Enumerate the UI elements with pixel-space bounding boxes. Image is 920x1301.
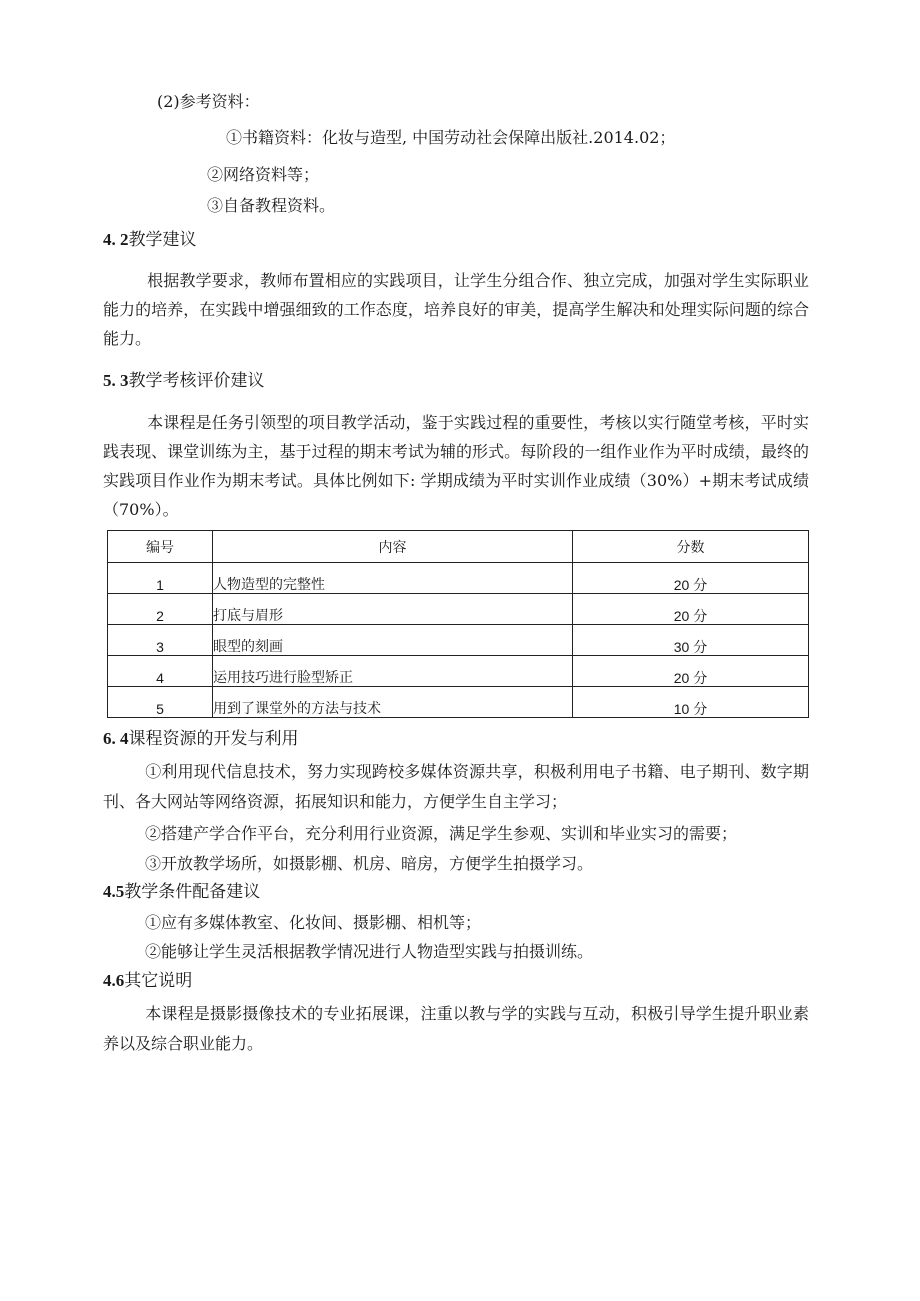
row-score: 10 分: [573, 687, 809, 718]
section-body-4-6: [103, 999, 809, 1059]
condition-item-2: ②能够让学生灵活根据教学情况进行人物造型实践与拍摄训练。: [145, 942, 594, 961]
row-content: 用到了课堂外的方法与技术: [213, 687, 573, 718]
paragraph-text: ①利用现代信息技术，努力实现跨校多媒体资源共享，积极利用电子书籍、电子期刊、数字期刊、各大网站等网络资源，拓展知识和能力，方便学生自主学习；: [103, 762, 809, 811]
row-content: 眼型的刻画: [213, 625, 573, 656]
row-number: 3: [108, 625, 213, 656]
section-number: 4.5: [103, 882, 125, 901]
section-heading-4-5: [103, 882, 260, 902]
ref-item-self: ③自备教程资料。: [207, 196, 336, 215]
ref-item-web: ②网络资料等；: [207, 165, 320, 184]
section-body-4-2: [103, 266, 809, 353]
section-title: 教学建议: [128, 230, 197, 250]
row-score: 20 分: [573, 594, 809, 625]
section-heading-4-2: [103, 230, 197, 250]
section-title: 课程资源的开发与利用: [128, 729, 299, 749]
resource-item-3: ③开放教学场所，如摄影棚、机房、暗房，方便学生拍摄学习。: [145, 854, 594, 873]
row-score: 20 分: [573, 563, 809, 594]
refs-title: (2)参考资料：: [157, 92, 260, 111]
row-score: 20 分: [573, 656, 809, 687]
section-number: 4.6: [103, 971, 125, 990]
section-title: 其它说明: [124, 971, 193, 991]
section-number: 4. 2: [103, 230, 129, 249]
row-content: 打底与眉形: [213, 594, 573, 625]
condition-item-1: ①应有多媒体教室、化妆间、摄影棚、相机等；: [145, 913, 482, 932]
section-heading-4-4: [103, 729, 299, 749]
section-heading-4-6: [103, 971, 192, 991]
row-number: 2: [108, 594, 213, 625]
row-number: 4: [108, 656, 213, 687]
row-content: 运用技巧进行脸型矫正: [213, 656, 573, 687]
section-body-4-3: [103, 408, 809, 524]
table-row: [108, 687, 809, 718]
paragraph-text: 本课程是摄影摄像技术的专业拓展课，注重以教与学的实践与互动，积极引导学生提升职业素养以及综合职业能力。: [103, 1004, 809, 1053]
assessment-table: [107, 530, 809, 718]
paragraph-text: 根据教学要求，教师布置相应的实践项目，让学生分组合作、独立完成，加强对学生实际职业能力的培养，在实践中增强细致的工作态度，培养良好的审美，提高学生解决和处理实际问题的综合能力。: [103, 271, 809, 348]
table-row: [108, 563, 809, 594]
table-header-row: [108, 531, 809, 563]
table-row: [108, 594, 809, 625]
table-row: [108, 625, 809, 656]
section-title: 教学条件配备建议: [124, 882, 261, 902]
ref-item-books: ①书籍资料：化妆与造型, 中国劳动社会保障出版社.2014.02；: [226, 128, 676, 147]
header-content: 内容: [213, 531, 573, 563]
section-title: 教学考核评价建议: [128, 371, 265, 391]
resource-item-1: [103, 757, 809, 817]
table-row: [108, 656, 809, 687]
header-number: 编号: [108, 531, 213, 563]
row-number: 1: [108, 563, 213, 594]
section-heading-4-3: [103, 371, 265, 391]
resource-item-2: ②搭建产学合作平台，充分利用行业资源，满足学生参观、实训和毕业实习的需要；: [145, 824, 738, 843]
section-number: 5. 3: [103, 371, 129, 390]
row-number: 5: [108, 687, 213, 718]
paragraph-text: 本课程是任务引领型的项目教学活动，鉴于实践过程的重要性，考核以实行随堂考核，平时实践表现、课堂训练为主，基于过程的期末考试为辅的形式。每阶段的一组作业作为平时成绩，最终的实践项目作业作为期末考试。具体比例如下: 学期成绩为平时实训作业成绩（30%）+期末考试成绩（70%）。: [103, 413, 809, 519]
header-score: 分数: [573, 531, 809, 563]
row-content: 人物造型的完整性: [213, 563, 573, 594]
row-score: 30 分: [573, 625, 809, 656]
section-number: 6. 4: [103, 729, 129, 748]
